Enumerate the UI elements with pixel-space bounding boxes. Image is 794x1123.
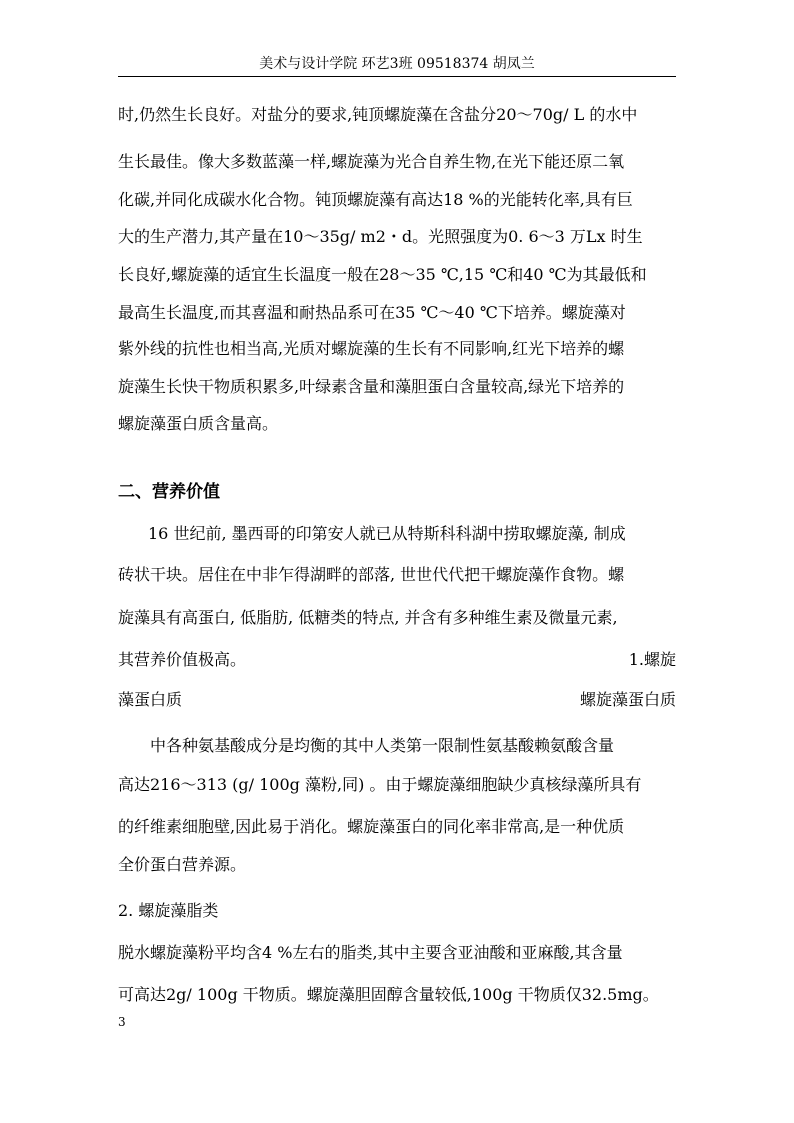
paragraph-line: 16 世纪前, 墨西哥的印第安人就已从特斯科科湖中捞取螺旋藻, 制成 xyxy=(148,524,626,543)
paragraph-line-left: 其营养价值极高。 xyxy=(118,650,247,669)
paragraph-line: 化碳,并同化成碳水化合物。钝顶螺旋藻有高达18 %的光能转化率,具有巨 xyxy=(118,190,633,209)
paragraph-line: 中各种氨基酸成分是均衡的其中人类第一限制性氨基酸赖氨酸含量 xyxy=(150,736,615,755)
paragraph-line: 最高生长温度,而其喜温和耐热品系可在35 ℃～40 ℃下培养。螺旋藻对 xyxy=(118,303,626,322)
paragraph-line: 长良好,螺旋藻的适宜生长温度一般在28～35 ℃,15 ℃和40 ℃为其最低和 xyxy=(118,265,647,284)
page-header: 美术与设计学院 环艺3班 09518374 胡凤兰 xyxy=(259,56,535,72)
paragraph-line xyxy=(118,688,676,712)
paragraph-line: 脱水螺旋藻粉平均含4 %左右的脂类,其中主要含亚油酸和亚麻酸,其含量 xyxy=(118,943,623,962)
paragraph-line: 螺旋藻蛋白质含量高。 xyxy=(118,414,279,433)
paragraph-line: 砖状干块。居住在中非乍得湖畔的部落, 世世代代把干螺旋藻作食物。螺 xyxy=(118,565,625,584)
subheading: 2. 螺旋藻脂类 xyxy=(118,901,219,920)
paragraph-line: 紫外线的抗性也相当高,光质对螺旋藻的生长有不同影响,红光下培养的螺 xyxy=(118,339,625,358)
paragraph-line: 旋藻具有高蛋白, 低脂肪, 低糖类的特点, 并含有多种维生素及微量元素, xyxy=(118,608,618,627)
paragraph-line-right: 1.螺旋 xyxy=(628,650,676,669)
paragraph-line: 时,仍然生长良好。对盐分的要求,钝顶螺旋藻在含盐分20～70g/ L 的水中 xyxy=(118,105,638,124)
paragraph-line-left: 藻蛋白质 xyxy=(118,690,183,709)
paragraph-line: 全价蛋白营养源。 xyxy=(118,855,247,874)
paragraph-line: 大的生产潜力,其产量在10～35g/ m2・d。光照强度为0. 6～3 万Lx 时生 xyxy=(118,227,643,246)
section-heading: 二、营养价值 xyxy=(118,482,220,502)
paragraph-line-right: 螺旋藻蛋白质 xyxy=(579,690,676,709)
paragraph-line: 高达216～313 (g/ 100g 藻粉,同) 。由于螺旋藻细胞缺少真核绿藻所具有 xyxy=(118,775,642,794)
paragraph-line: 旋藻生长快干物质积累多,叶绿素含量和藻胆蛋白含量较高,绿光下培养的 xyxy=(118,377,625,396)
header-rule xyxy=(118,76,676,77)
paragraph-line: 生长最佳。像大多数蓝藻一样,螺旋藻为光合自养生物,在光下能还原二氧 xyxy=(118,152,625,171)
paragraph-line: 的纤维素细胞壁,因此易于消化。螺旋藻蛋白的同化率非常高,是一种优质 xyxy=(118,817,625,836)
page-number: 3 xyxy=(118,1015,126,1029)
paragraph-line: 可高达2g/ 100g 干物质。螺旋藻胆固醇含量较低,100g 干物质仅32.5mg。 xyxy=(118,985,659,1004)
paragraph-line xyxy=(118,648,676,672)
